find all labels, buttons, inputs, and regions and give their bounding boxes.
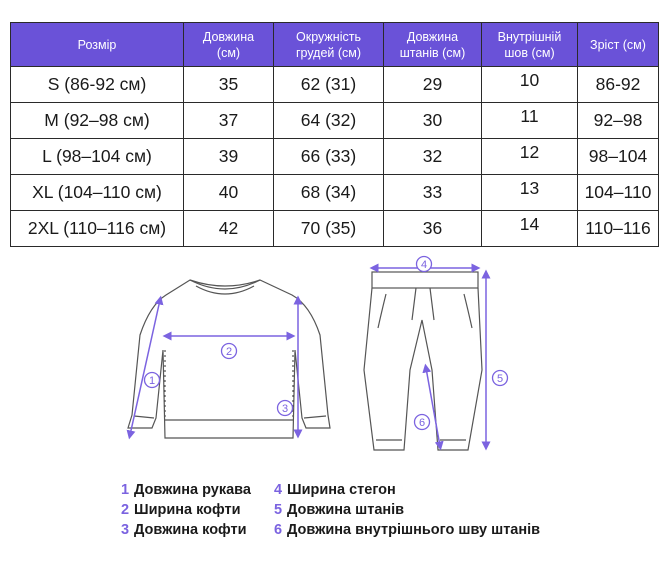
cell-size: M (92–98 см) bbox=[11, 103, 184, 139]
cell-chest: 64 (32) bbox=[274, 103, 384, 139]
sweatshirt-measurements bbox=[130, 300, 298, 435]
header-chest: Окружність грудей (см) bbox=[274, 23, 384, 67]
marker-2 bbox=[222, 344, 237, 359]
table-row bbox=[11, 139, 659, 175]
size-chart-table bbox=[10, 22, 659, 247]
cell-chest: 68 (34) bbox=[274, 175, 384, 211]
cell-height: 110–116 bbox=[578, 211, 659, 247]
cell-height: 92–98 bbox=[578, 103, 659, 139]
cell-inseam: 12 bbox=[482, 139, 578, 175]
cell-chest: 62 (31) bbox=[274, 67, 384, 103]
marker-4-label: 4 bbox=[420, 259, 428, 271]
legend-item-inseam-length bbox=[274, 521, 540, 539]
header-size: Розмір bbox=[11, 23, 184, 67]
cell-height: 98–104 bbox=[578, 139, 659, 175]
legend-item-hip-width bbox=[274, 481, 540, 499]
legend-number: 3 bbox=[121, 522, 130, 538]
garment-measurement-diagram bbox=[110, 250, 530, 480]
cell-size: XL (104–110 см) bbox=[11, 175, 184, 211]
header-length: Довжина (см) bbox=[184, 23, 274, 67]
marker-2-label: 2 bbox=[225, 346, 233, 358]
marker-6 bbox=[415, 415, 430, 430]
cell-size: L (98–104 см) bbox=[11, 139, 184, 175]
legend-text: Довжина штанів bbox=[287, 502, 405, 518]
marker-3-label: 3 bbox=[281, 403, 289, 415]
marker-3 bbox=[278, 401, 293, 416]
cell-length: 40 bbox=[184, 175, 274, 211]
table-row bbox=[11, 175, 659, 211]
legend-item-sweatshirt-length bbox=[121, 521, 251, 539]
legend-number: 6 bbox=[274, 522, 283, 538]
legend-text: Довжина внутрішнього шву штанів bbox=[287, 522, 541, 538]
legend-column-right bbox=[274, 481, 540, 541]
legend-text: Довжина рукава bbox=[134, 482, 251, 498]
marker-5 bbox=[493, 371, 508, 386]
cell-length: 37 bbox=[184, 103, 274, 139]
cell-height: 104–110 bbox=[578, 175, 659, 211]
legend-item-pants-length bbox=[274, 501, 540, 519]
legend-text: Ширина стегон bbox=[287, 482, 396, 498]
cell-chest: 66 (33) bbox=[274, 139, 384, 175]
cell-inseam: 11 bbox=[482, 103, 578, 139]
legend-number: 5 bbox=[274, 502, 283, 518]
legend-number: 1 bbox=[121, 482, 130, 498]
table-row bbox=[11, 67, 659, 103]
legend-column-left bbox=[121, 481, 251, 541]
marker-1-label: 1 bbox=[148, 375, 156, 387]
cell-inseam: 14 bbox=[482, 211, 578, 247]
header-height: Зріст (см) bbox=[578, 23, 659, 67]
cell-length: 39 bbox=[184, 139, 274, 175]
cell-inseam: 13 bbox=[482, 175, 578, 211]
cell-pants-length: 30 bbox=[384, 103, 482, 139]
cell-length: 42 bbox=[184, 211, 274, 247]
cell-size: S (86-92 см) bbox=[11, 67, 184, 103]
legend-item-sweatshirt-width bbox=[121, 501, 251, 519]
legend-number: 2 bbox=[121, 502, 130, 518]
cell-pants-length: 33 bbox=[384, 175, 482, 211]
cell-pants-length: 32 bbox=[384, 139, 482, 175]
cell-inseam: 10 bbox=[482, 67, 578, 103]
legend-text: Ширина кофти bbox=[134, 502, 241, 518]
legend-item-sleeve-length bbox=[121, 481, 251, 499]
cell-pants-length: 29 bbox=[384, 67, 482, 103]
legend-number: 4 bbox=[274, 482, 283, 498]
table-header-row bbox=[11, 23, 659, 67]
cell-chest: 70 (35) bbox=[274, 211, 384, 247]
marker-5-label: 5 bbox=[496, 373, 504, 385]
marker-1 bbox=[145, 373, 160, 388]
cell-size: 2XL (110–116 см) bbox=[11, 211, 184, 247]
table-row bbox=[11, 211, 659, 247]
header-inseam: Внутрішній шов (см) bbox=[482, 23, 578, 67]
cell-pants-length: 36 bbox=[384, 211, 482, 247]
marker-6-label: 6 bbox=[418, 417, 426, 429]
marker-4 bbox=[417, 257, 432, 272]
table-row bbox=[11, 103, 659, 139]
header-pants-length: Довжина штанів (см) bbox=[384, 23, 482, 67]
legend-text: Довжина кофти bbox=[134, 522, 247, 538]
cell-length: 35 bbox=[184, 67, 274, 103]
cell-height: 86-92 bbox=[578, 67, 659, 103]
